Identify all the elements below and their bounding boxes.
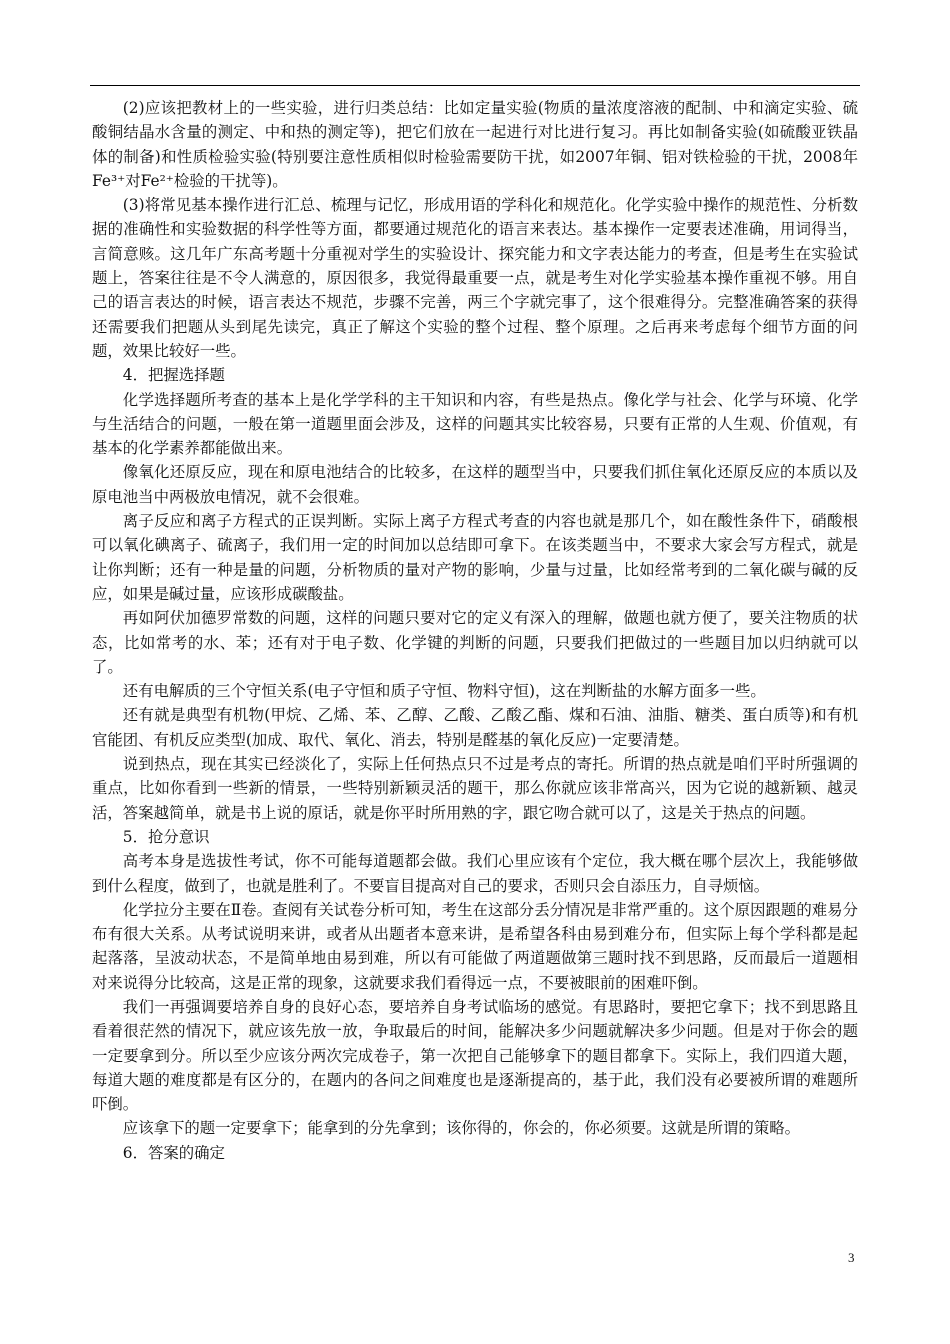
section-heading: 5．抢分意识 <box>122 827 210 846</box>
paragraph: 化学拉分主要在Ⅱ卷。查阅有关试卷分析可知，考生在这部分丢分情况是非常严重的。这个原因跟题的难易分布有很大关系。从考试说明来讲，或者从出题者本意来讲，是希望各科由易到难分布，但实际上每个学科都是起起落落，呈波动状态，不是简单地由易到难，所以有可能做了两道题做第三题时找不到思路，反而最后一道题相对来说得分比较高，这是正常的现象，这就要求我们看得远一点，不要被眼前的困难吓倒。 <box>92 900 858 992</box>
paragraph: 还有电解质的三个守恒关系(电子守恒和质子守恒、物料守恒)，这在判断盐的水解方面多一些。 <box>122 682 766 701</box>
paragraph: 说到热点，现在其实已经淡化了，实际上任何热点只不过是考点的寄托。所谓的热点就是咱们平时所强调的重点，比如你看到一些新的情景，一些特别新颖灵活的题干，那么你就应该非常高兴，因为它说的越新颖、越灵活，答案越简单，就是书上说的原话，就是你平时所用熟的字，跟它吻合就可以了，这是关于热点的问题。 <box>92 755 858 822</box>
paragraph: 离子反应和离子方程式的正误判断。实际上离子方程式考查的内容也就是那几个，如在酸性条件下，硝酸根可以氧化碘离子、硫离子，我们用一定的时间加以总结即可拿下。在该类题当中，不要求大家会写方程式，就是让你判断；还有一种是量的问题，分析物质的量对产物的影响，少量与过量，比如经常考到的二氧化碳与碱的反应，如果是碱过量，应该形成碳酸盐。 <box>92 512 858 603</box>
paragraph: 我们一再强调要培养自身的良好心态，要培养自身考试临场的感觉。有思路时，要把它拿下；找不到思路且看着很茫然的情况下，就应该先放一放，争取最后的时间，能解决多少问题就解决多少问题。但是对于你会的题一定要拿到分。所以至少应该分两次完成卷子，第一次把自己能够拿下的题目都拿下。实际上，我们四道大题，每道大题的难度都是有区分的，在题内的各问之间难度也是逐渐提高的，基于此，我们没有必要被所谓的难题所吓倒。 <box>92 997 858 1114</box>
paragraph: 高考本身是选拔性考试，你不可能每道题都会做。我们心里应该有个定位，我大概在哪个层次上，我能够做到什么程度，做到了，也就是胜利了。不要盲目提高对自己的要求，否则只会自添压力，自寻烦恼。 <box>92 852 858 895</box>
paragraph: 应该拿下的题一定要拿下；能拿到的分先拿到；该你得的，你会的，你必须要。这就是所谓的策略。 <box>122 1119 800 1138</box>
paragraph: (2)应该把教材上的一些实验，进行归类总结：比如定量实验(物质的量浓度溶液的配制、中和滴定实验、硫酸铜结晶水含量的测定、中和热的测定等)，把它们放在一起进行对比进行复习。再比如制备实验(如硫酸亚铁晶体的制备)和性质检验实验(特别要注意性质相似时检验需要防干扰，如2007年铜、铝对铁检验的干扰，2008年Fe³⁺对Fe²⁺检验的干扰等)。 <box>92 99 858 190</box>
paragraph: 再如阿伏加德罗常数的问题，这样的问题只要对它的定义有深入的理解，做题也就方便了，要关注物质的状态，比如常考的水、苯；还有对于电子数、化学键的判断的问题，只要我们把做过的一些题目加以归纳就可以了。 <box>92 609 858 676</box>
page-number: 3 <box>848 1250 855 1265</box>
document-body <box>92 96 858 1165</box>
paragraph: 像氧化还原反应，现在和原电池结合的比较多，在这样的题型当中，只要我们抓住氧化还原反应的本质以及原电池当中两极放电情况，就不会很难。 <box>92 463 858 506</box>
header-rule <box>90 85 860 86</box>
section-heading: 6．答案的确定 <box>122 1143 225 1162</box>
section-heading: 4．把握选择题 <box>122 366 225 385</box>
paragraph: (3)将常见基本操作进行汇总、梳理与记忆，形成用语的学科化和规范化。化学实验中操作的规范性、分析数据的准确性和实验数据的科学性等方面，都要通过规范化的语言来表达。基本操作一定要表述准确，用词得当，言简意赅。这几年广东高考题十分重视对学生的实验设计、探究能力和文字表达能力的考查，但是考生在实验试题上，答案往往是不令人满意的，原因很多，我觉得最重要一点，就是考生对化学实验基本操作重视不够。用自己的语言表达的时候，语言表达不规范，步骤不完善，两三个字就完事了，这个很难得分。完整准确答案的获得还需要我们把题从头到尾先读完，真正了解这个实验的整个过程、整个原理。之后再来考虑每个细节方面的问题，效果比较好一些。 <box>92 196 858 360</box>
paragraph: 还有就是典型有机物(甲烷、乙烯、苯、乙醇、乙酸、乙酸乙酯、煤和石油、油脂、糖类、蛋白质等)和有机官能团、有机反应类型(加成、取代、氧化、消去，特别是醛基的氧化反应)一定要清楚。 <box>92 706 858 749</box>
paragraph: 化学选择题所考查的基本上是化学学科的主干知识和内容，有些是热点。像化学与社会、化学与环境、化学与生活结合的问题，一般在第一道题里面会涉及，这样的问题其实比较容易，只要有正常的人生观、价值观，有基本的化学素养都能做出来。 <box>92 390 858 458</box>
